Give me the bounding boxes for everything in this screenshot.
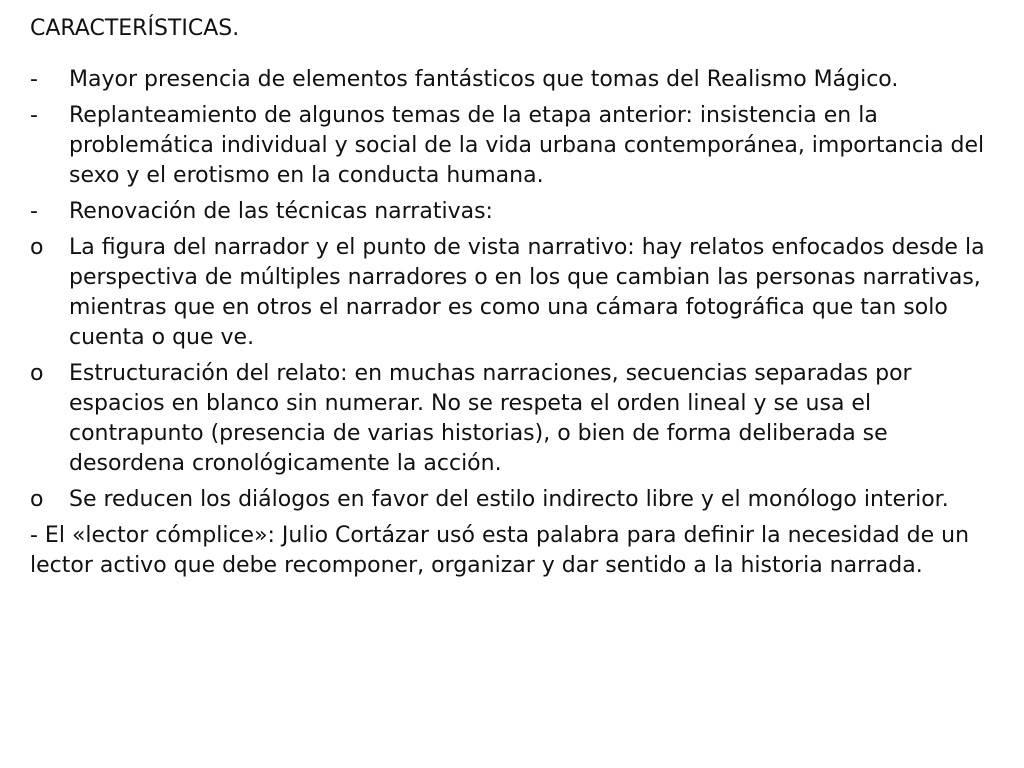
list-item bbox=[30, 359, 994, 479]
list-item-text: La figura del narrador y el punto de vista narrativo: hay relatos enfocados desde la perspectiva de múltiples narradores o en los que cambian las personas narrativas, mientras que en otros el narrador es como una cámara fotográfica que tan solo cuenta o que ve. bbox=[69, 235, 985, 350]
list-item bbox=[30, 485, 994, 515]
list-item-text: Renovación de las técnicas narrativas: bbox=[69, 199, 493, 224]
bullet-marker: o bbox=[30, 235, 44, 260]
list-item-text: Se reducen los diálogos en favor del estilo indirecto libre y el monólogo interior. bbox=[69, 487, 949, 512]
bullet-marker: - bbox=[30, 67, 38, 92]
bullet-marker: - bbox=[30, 199, 38, 224]
list-item-text: Estructuración del relato: en muchas narraciones, secuencias separadas por espacios en blanco sin numerar. No se respeta el orden lineal y se usa el contrapunto (presencia de varias historias), o bien de forma deliberada se desordena cronológicamente la acción. bbox=[69, 361, 912, 476]
list-item bbox=[30, 197, 994, 227]
closing-paragraph: - El «lector cómplice»: Julio Cortázar usó esta palabra para definir la necesidad de un lector activo que debe recomponer, organizar y dar sentido a la historia narrada. bbox=[30, 523, 970, 578]
list-item-text: Mayor presencia de elementos fantásticos que tomas del Realismo Mágico. bbox=[69, 67, 899, 92]
bullet-marker: - bbox=[30, 103, 38, 128]
list-item bbox=[30, 233, 994, 353]
bullet-marker: o bbox=[30, 487, 44, 512]
list-item bbox=[30, 65, 994, 95]
slide-heading: CARACTERÍSTICAS. bbox=[30, 16, 240, 41]
bullet-marker: o bbox=[30, 361, 44, 386]
list-item bbox=[30, 101, 994, 191]
list-item-text: Replanteamiento de algunos temas de la etapa anterior: insistencia en la problemática individual y social de la vida urbana contemporánea, importancia del sexo y el erotismo en la conducta humana. bbox=[69, 103, 985, 188]
